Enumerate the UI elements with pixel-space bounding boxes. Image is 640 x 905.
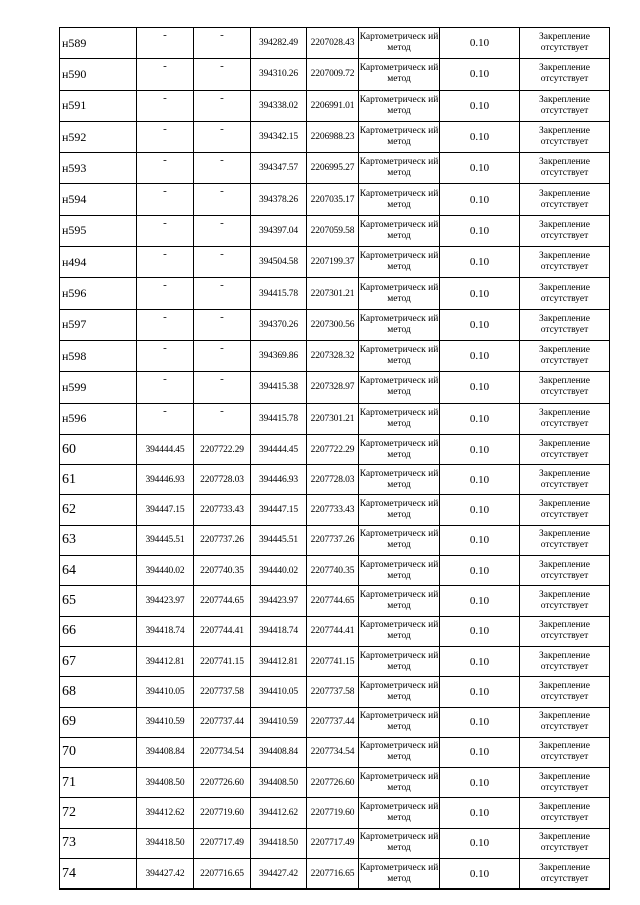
new-x-cell: 394444.45 <box>251 434 307 464</box>
new-x-cell: 394440.02 <box>251 556 307 586</box>
new-x-cell: 394415.38 <box>251 372 307 403</box>
new-x-cell: 394415.78 <box>251 403 307 434</box>
accuracy-cell: 0.10 <box>440 707 520 737</box>
point-number-cell: 68 <box>60 677 137 707</box>
accuracy-cell: 0.10 <box>440 677 520 707</box>
table-row <box>60 677 610 707</box>
new-y-cell: 2207028.43 <box>307 28 359 59</box>
accuracy-cell: 0.10 <box>440 59 520 90</box>
existing-y-cell: - <box>194 340 251 371</box>
new-x-cell: 394369.86 <box>251 340 307 371</box>
existing-y-cell: - <box>194 403 251 434</box>
accuracy-cell: 0.10 <box>440 828 520 858</box>
marker-description-cell: Закрепление отсутствует <box>520 798 610 828</box>
marker-description-cell: Закрепление отсутствует <box>520 525 610 555</box>
method-cell: Картометрическ ий метод <box>359 121 440 152</box>
existing-x-cell: 394410.05 <box>137 677 194 707</box>
method-cell: Картометрическ ий метод <box>359 798 440 828</box>
new-x-cell: 394446.93 <box>251 465 307 495</box>
new-y-cell: 2207737.26 <box>307 525 359 555</box>
method-cell: Картометрическ ий метод <box>359 278 440 309</box>
new-x-cell: 394378.26 <box>251 184 307 215</box>
existing-x-cell: - <box>137 90 194 121</box>
marker-description-cell: Закрепление отсутствует <box>520 586 610 616</box>
existing-y-cell: - <box>194 372 251 403</box>
new-x-cell: 394418.74 <box>251 616 307 646</box>
marker-description-cell: Закрепление отсутствует <box>520 309 610 340</box>
point-number-cell: н494 <box>60 247 137 278</box>
marker-description-cell: Закрепление отсутствует <box>520 278 610 309</box>
accuracy-cell: 0.10 <box>440 616 520 646</box>
table-row <box>60 707 610 737</box>
accuracy-cell: 0.10 <box>440 646 520 676</box>
table-row <box>60 121 610 152</box>
marker-description-cell: Закрепление отсутствует <box>520 828 610 858</box>
table-row <box>60 247 610 278</box>
point-number-cell: 71 <box>60 768 137 798</box>
existing-y-cell: 2207716.65 <box>194 859 251 890</box>
new-y-cell: 2207726.60 <box>307 768 359 798</box>
accuracy-cell: 0.10 <box>440 403 520 434</box>
new-y-cell: 2207035.17 <box>307 184 359 215</box>
new-y-cell: 2206988.23 <box>307 121 359 152</box>
method-cell: Картометрическ ий метод <box>359 215 440 246</box>
new-y-cell: 2207733.43 <box>307 495 359 525</box>
table-row <box>60 215 610 246</box>
table-row <box>60 90 610 121</box>
table-row <box>60 525 610 555</box>
existing-y-cell: 2207737.58 <box>194 677 251 707</box>
table-row <box>60 556 610 586</box>
table-row <box>60 309 610 340</box>
marker-description-cell: Закрепление отсутствует <box>520 90 610 121</box>
marker-description-cell: Закрепление отсутствует <box>520 677 610 707</box>
marker-description-cell: Закрепление отсутствует <box>520 495 610 525</box>
new-y-cell: 2207722.29 <box>307 434 359 464</box>
existing-x-cell: - <box>137 184 194 215</box>
table-row <box>60 828 610 858</box>
point-number-cell: 67 <box>60 646 137 676</box>
method-cell: Картометрическ ий метод <box>359 677 440 707</box>
point-number-cell: 69 <box>60 707 137 737</box>
point-number-cell: н590 <box>60 59 137 90</box>
point-number-cell: н599 <box>60 372 137 403</box>
point-number-cell: 61 <box>60 465 137 495</box>
new-x-cell: 394338.02 <box>251 90 307 121</box>
existing-x-cell: - <box>137 372 194 403</box>
marker-description-cell: Закрепление отсутствует <box>520 215 610 246</box>
point-number-cell: 66 <box>60 616 137 646</box>
accuracy-cell: 0.10 <box>440 798 520 828</box>
table-row <box>60 184 610 215</box>
existing-x-cell: 394447.15 <box>137 495 194 525</box>
existing-y-cell: - <box>194 309 251 340</box>
existing-y-cell: 2207737.26 <box>194 525 251 555</box>
method-cell: Картометрическ ий метод <box>359 59 440 90</box>
new-x-cell: 394347.57 <box>251 153 307 184</box>
marker-description-cell: Закрепление отсутствует <box>520 247 610 278</box>
new-y-cell: 2207734.54 <box>307 737 359 767</box>
accuracy-cell: 0.10 <box>440 247 520 278</box>
table-row <box>60 465 610 495</box>
new-y-cell: 2207737.44 <box>307 707 359 737</box>
table-row <box>60 768 610 798</box>
accuracy-cell: 0.10 <box>440 737 520 767</box>
method-cell: Картометрическ ий метод <box>359 184 440 215</box>
table-row <box>60 586 610 616</box>
existing-y-cell: 2207726.60 <box>194 768 251 798</box>
accuracy-cell: 0.10 <box>440 556 520 586</box>
existing-x-cell: - <box>137 340 194 371</box>
accuracy-cell: 0.10 <box>440 90 520 121</box>
accuracy-cell: 0.10 <box>440 525 520 555</box>
new-x-cell: 394447.15 <box>251 495 307 525</box>
method-cell: Картометрическ ий метод <box>359 28 440 59</box>
marker-description-cell: Закрепление отсутствует <box>520 59 610 90</box>
existing-x-cell: - <box>137 121 194 152</box>
new-y-cell: 2207199.37 <box>307 247 359 278</box>
marker-description-cell: Закрепление отсутствует <box>520 403 610 434</box>
existing-x-cell: 394408.50 <box>137 768 194 798</box>
existing-y-cell: 2207737.44 <box>194 707 251 737</box>
new-y-cell: 2207301.21 <box>307 403 359 434</box>
point-number-cell: н589 <box>60 28 137 59</box>
point-number-cell: н598 <box>60 340 137 371</box>
new-y-cell: 2206991.01 <box>307 90 359 121</box>
accuracy-cell: 0.10 <box>440 465 520 495</box>
existing-y-cell: 2207744.41 <box>194 616 251 646</box>
method-cell: Картометрическ ий метод <box>359 646 440 676</box>
new-x-cell: 394408.84 <box>251 737 307 767</box>
accuracy-cell: 0.10 <box>440 184 520 215</box>
method-cell: Картометрическ ий метод <box>359 340 440 371</box>
marker-description-cell: Закрепление отсутствует <box>520 465 610 495</box>
existing-y-cell: 2207733.43 <box>194 495 251 525</box>
accuracy-cell: 0.10 <box>440 372 520 403</box>
point-number-cell: 62 <box>60 495 137 525</box>
new-x-cell: 394410.59 <box>251 707 307 737</box>
marker-description-cell: Закрепление отсутствует <box>520 121 610 152</box>
table-row <box>60 59 610 90</box>
point-number-cell: 72 <box>60 798 137 828</box>
existing-x-cell: 394412.62 <box>137 798 194 828</box>
existing-x-cell: - <box>137 278 194 309</box>
existing-x-cell: 394423.97 <box>137 586 194 616</box>
table-row <box>60 340 610 371</box>
accuracy-cell: 0.10 <box>440 768 520 798</box>
new-x-cell: 394412.62 <box>251 798 307 828</box>
new-y-cell: 2207717.49 <box>307 828 359 858</box>
method-cell: Картометрическ ий метод <box>359 616 440 646</box>
new-y-cell: 2207728.03 <box>307 465 359 495</box>
new-y-cell: 2207301.21 <box>307 278 359 309</box>
method-cell: Картометрическ ий метод <box>359 525 440 555</box>
existing-x-cell: 394427.42 <box>137 859 194 890</box>
existing-y-cell: 2207740.35 <box>194 556 251 586</box>
marker-description-cell: Закрепление отсутствует <box>520 859 610 890</box>
method-cell: Картометрическ ий метод <box>359 586 440 616</box>
existing-x-cell: 394445.51 <box>137 525 194 555</box>
existing-y-cell: - <box>194 278 251 309</box>
new-x-cell: 394370.26 <box>251 309 307 340</box>
method-cell: Картометрическ ий метод <box>359 859 440 890</box>
point-number-cell: н594 <box>60 184 137 215</box>
table-row <box>60 278 610 309</box>
new-y-cell: 2207300.56 <box>307 309 359 340</box>
marker-description-cell: Закрепление отсутствует <box>520 616 610 646</box>
existing-x-cell: 394446.93 <box>137 465 194 495</box>
new-x-cell: 394310.26 <box>251 59 307 90</box>
table-row <box>60 153 610 184</box>
point-number-cell: н595 <box>60 215 137 246</box>
table-row <box>60 798 610 828</box>
existing-y-cell: 2207744.65 <box>194 586 251 616</box>
existing-y-cell: 2207741.15 <box>194 646 251 676</box>
existing-x-cell: - <box>137 59 194 90</box>
existing-x-cell: - <box>137 247 194 278</box>
accuracy-cell: 0.10 <box>440 121 520 152</box>
method-cell: Картометрическ ий метод <box>359 556 440 586</box>
coordinates-table-page <box>59 27 610 890</box>
table-row <box>60 616 610 646</box>
accuracy-cell: 0.10 <box>440 278 520 309</box>
existing-y-cell: 2207722.29 <box>194 434 251 464</box>
point-number-cell: н593 <box>60 153 137 184</box>
marker-description-cell: Закрепление отсутствует <box>520 556 610 586</box>
new-y-cell: 2207328.97 <box>307 372 359 403</box>
existing-y-cell: - <box>194 153 251 184</box>
existing-y-cell: - <box>194 247 251 278</box>
existing-x-cell: 394410.59 <box>137 707 194 737</box>
existing-y-cell: - <box>194 121 251 152</box>
new-y-cell: 2207059.58 <box>307 215 359 246</box>
new-x-cell: 394423.97 <box>251 586 307 616</box>
new-x-cell: 394418.50 <box>251 828 307 858</box>
method-cell: Картометрическ ий метод <box>359 495 440 525</box>
accuracy-cell: 0.10 <box>440 153 520 184</box>
marker-description-cell: Закрепление отсутствует <box>520 707 610 737</box>
accuracy-cell: 0.10 <box>440 309 520 340</box>
point-number-cell: н591 <box>60 90 137 121</box>
existing-y-cell: - <box>194 28 251 59</box>
existing-y-cell: - <box>194 90 251 121</box>
accuracy-cell: 0.10 <box>440 434 520 464</box>
point-number-cell: н597 <box>60 309 137 340</box>
table-row <box>60 403 610 434</box>
new-y-cell: 2207744.41 <box>307 616 359 646</box>
method-cell: Картометрическ ий метод <box>359 707 440 737</box>
existing-x-cell: 394418.50 <box>137 828 194 858</box>
method-cell: Картометрическ ий метод <box>359 309 440 340</box>
method-cell: Картометрическ ий метод <box>359 90 440 121</box>
table-row <box>60 434 610 464</box>
accuracy-cell: 0.10 <box>440 859 520 890</box>
accuracy-cell: 0.10 <box>440 215 520 246</box>
existing-y-cell: 2207728.03 <box>194 465 251 495</box>
new-y-cell: 2207716.65 <box>307 859 359 890</box>
accuracy-cell: 0.10 <box>440 28 520 59</box>
existing-x-cell: - <box>137 215 194 246</box>
existing-y-cell: 2207717.49 <box>194 828 251 858</box>
new-y-cell: 2207009.72 <box>307 59 359 90</box>
marker-description-cell: Закрепление отсутствует <box>520 28 610 59</box>
new-x-cell: 394412.81 <box>251 646 307 676</box>
new-x-cell: 394445.51 <box>251 525 307 555</box>
table-row <box>60 28 610 59</box>
point-number-cell: 65 <box>60 586 137 616</box>
existing-x-cell: - <box>137 403 194 434</box>
accuracy-cell: 0.10 <box>440 495 520 525</box>
method-cell: Картометрическ ий метод <box>359 737 440 767</box>
table-row <box>60 646 610 676</box>
existing-x-cell: - <box>137 309 194 340</box>
marker-description-cell: Закрепление отсутствует <box>520 340 610 371</box>
point-number-cell: 60 <box>60 434 137 464</box>
method-cell: Картометрическ ий метод <box>359 247 440 278</box>
accuracy-cell: 0.10 <box>440 340 520 371</box>
table-row <box>60 372 610 403</box>
marker-description-cell: Закрепление отсутствует <box>520 184 610 215</box>
new-x-cell: 394282.49 <box>251 28 307 59</box>
method-cell: Картометрическ ий метод <box>359 828 440 858</box>
new-y-cell: 2206995.27 <box>307 153 359 184</box>
coordinates-table <box>59 27 610 890</box>
new-y-cell: 2207741.15 <box>307 646 359 676</box>
table-row <box>60 737 610 767</box>
new-y-cell: 2207740.35 <box>307 556 359 586</box>
new-y-cell: 2207719.60 <box>307 798 359 828</box>
point-number-cell: 63 <box>60 525 137 555</box>
existing-y-cell: - <box>194 215 251 246</box>
point-number-cell: 74 <box>60 859 137 890</box>
existing-x-cell: 394418.74 <box>137 616 194 646</box>
method-cell: Картометрическ ий метод <box>359 434 440 464</box>
new-x-cell: 394415.78 <box>251 278 307 309</box>
point-number-cell: н596 <box>60 278 137 309</box>
accuracy-cell: 0.10 <box>440 586 520 616</box>
existing-x-cell: 394408.84 <box>137 737 194 767</box>
marker-description-cell: Закрепление отсутствует <box>520 153 610 184</box>
marker-description-cell: Закрепление отсутствует <box>520 372 610 403</box>
point-number-cell: н592 <box>60 121 137 152</box>
new-y-cell: 2207328.32 <box>307 340 359 371</box>
existing-x-cell: - <box>137 153 194 184</box>
existing-y-cell: 2207719.60 <box>194 798 251 828</box>
existing-y-cell: - <box>194 184 251 215</box>
method-cell: Картометрическ ий метод <box>359 768 440 798</box>
new-x-cell: 394427.42 <box>251 859 307 890</box>
new-y-cell: 2207737.58 <box>307 677 359 707</box>
new-x-cell: 394410.05 <box>251 677 307 707</box>
point-number-cell: н596 <box>60 403 137 434</box>
new-x-cell: 394397.04 <box>251 215 307 246</box>
method-cell: Картометрическ ий метод <box>359 372 440 403</box>
new-x-cell: 394504.58 <box>251 247 307 278</box>
existing-x-cell: 394440.02 <box>137 556 194 586</box>
table-row <box>60 859 610 890</box>
point-number-cell: 70 <box>60 737 137 767</box>
existing-y-cell: - <box>194 59 251 90</box>
point-number-cell: 73 <box>60 828 137 858</box>
existing-x-cell: 394444.45 <box>137 434 194 464</box>
existing-x-cell: - <box>137 28 194 59</box>
new-y-cell: 2207744.65 <box>307 586 359 616</box>
existing-x-cell: 394412.81 <box>137 646 194 676</box>
existing-y-cell: 2207734.54 <box>194 737 251 767</box>
method-cell: Картометрическ ий метод <box>359 465 440 495</box>
table-row <box>60 495 610 525</box>
marker-description-cell: Закрепление отсутствует <box>520 768 610 798</box>
new-x-cell: 394342.15 <box>251 121 307 152</box>
marker-description-cell: Закрепление отсутствует <box>520 434 610 464</box>
new-x-cell: 394408.50 <box>251 768 307 798</box>
method-cell: Картометрическ ий метод <box>359 403 440 434</box>
marker-description-cell: Закрепление отсутствует <box>520 737 610 767</box>
point-number-cell: 64 <box>60 556 137 586</box>
marker-description-cell: Закрепление отсутствует <box>520 646 610 676</box>
method-cell: Картометрическ ий метод <box>359 153 440 184</box>
